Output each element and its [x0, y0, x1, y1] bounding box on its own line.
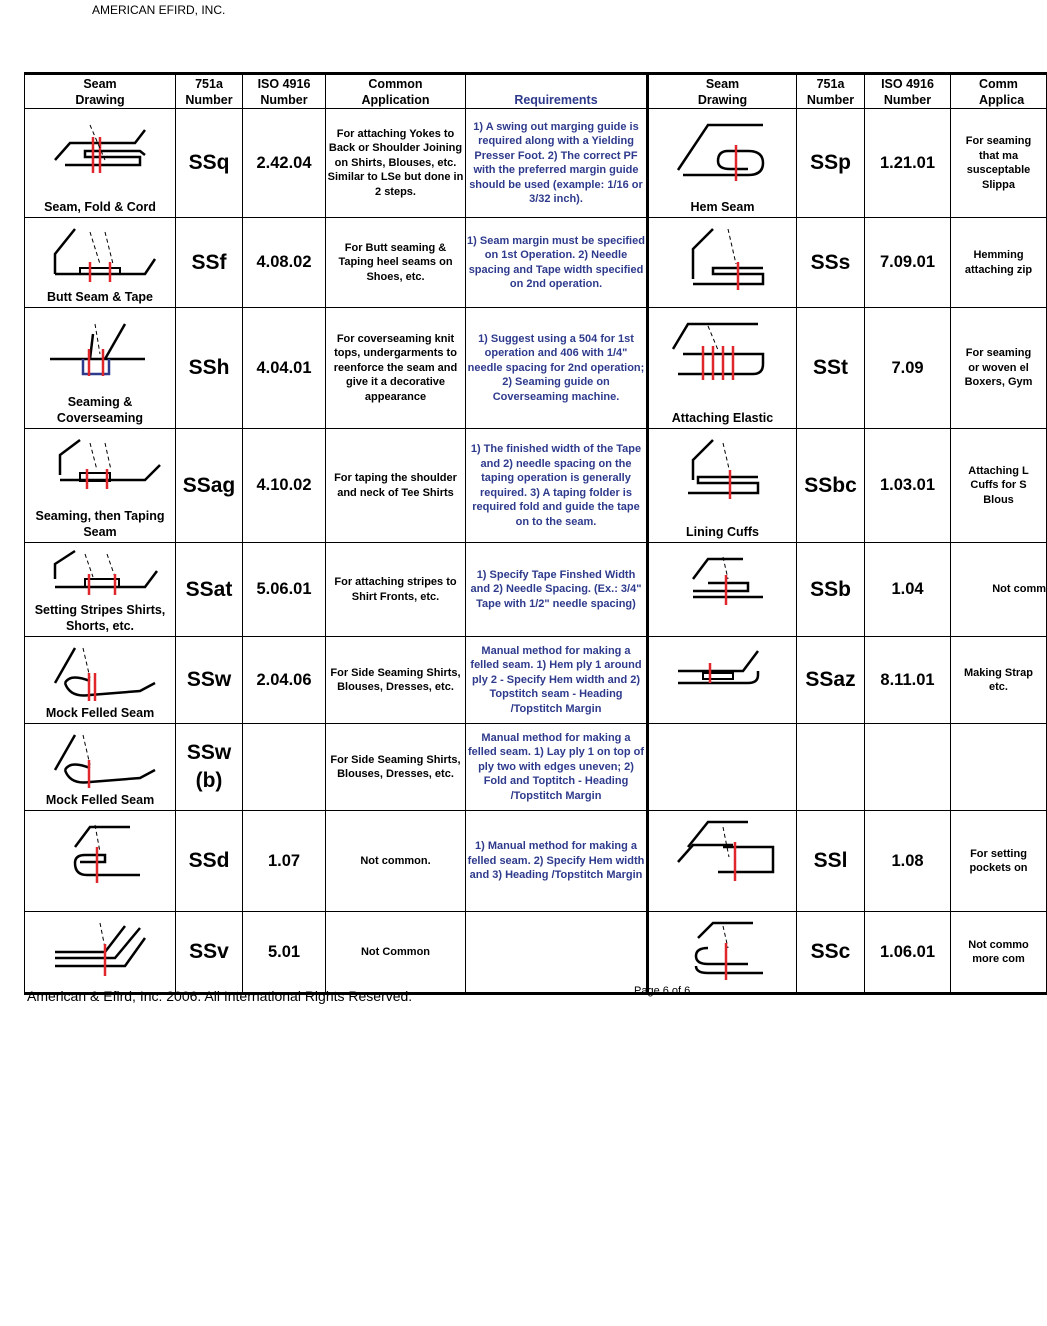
header-requirements: Requirements: [466, 74, 648, 109]
751a-code: SSd: [176, 811, 243, 912]
751a-code: SSs: [797, 218, 865, 308]
table-row: [25, 637, 1047, 724]
seam-caption: Mock Felled Seam: [45, 706, 155, 720]
header-common-application-right: Comm Applica: [951, 74, 1047, 109]
table-row: [25, 308, 1047, 429]
header-iso-number: ISO 4916 Number: [243, 74, 326, 109]
751a-code: SSc: [797, 912, 865, 994]
seam-table: [24, 72, 1047, 995]
751a-code: SSt: [797, 308, 865, 429]
common-application: For setting pockets on: [951, 811, 1047, 912]
iso-number: 4.04.01: [243, 308, 326, 429]
seam-caption: Mock Felled Seam: [45, 793, 155, 807]
page-number: Page 6 of 6: [634, 985, 691, 997]
seam-drawing-cell: [25, 912, 176, 994]
ssaz-seam-icon: [668, 643, 778, 693]
iso-number: 1.07: [243, 811, 326, 912]
header-iso-number-right: ISO 4916 Number: [865, 74, 951, 109]
seam-drawing-cell-right: [648, 429, 797, 543]
table-row: [25, 724, 1047, 811]
requirements: [466, 912, 648, 994]
seam-drawing-cell-right: [648, 109, 797, 218]
footer-copyright: American & Efird, Inc. 2006. All International Rights Reserved.: [27, 988, 413, 1004]
iso-number: 1.06.01: [865, 912, 951, 994]
751a-code: SSw (b): [176, 724, 243, 811]
iso-number: 4.08.02: [243, 218, 326, 308]
iso-number: 1.08: [865, 811, 951, 912]
751a-code: SSq: [176, 109, 243, 218]
seam-drawing-cell: [25, 811, 176, 912]
iso-number: 1.21.01: [865, 109, 951, 218]
iso-number: [865, 724, 951, 811]
table-header-row: [25, 74, 1047, 109]
seam-drawing-cell-right: [648, 811, 797, 912]
seaming-taping-icon: [45, 435, 155, 505]
seaming-coverseaming-icon: [45, 314, 155, 384]
seam-caption: Seam, Fold & Cord: [44, 200, 156, 214]
ssl-seam-icon: [663, 817, 783, 892]
header-751a-number: 751a Number: [176, 74, 243, 109]
sss-seam-icon: [668, 224, 778, 294]
common-application: For attaching Yokes to Back or Shoulder Joining on Shirts, Blouses, etc. Similar to LSe but done in 2 steps.: [326, 109, 466, 218]
iso-number: 8.11.01: [865, 637, 951, 724]
table-row: [25, 543, 1047, 637]
requirements: 1) A swing out marging guide is required along with a Yielding Presser Foot. 2) The correct PF with the preferred margin guide should be used (example: 1/16 or 3/32 inch).: [466, 109, 648, 218]
common-application: For Butt seaming & Taping heel seams on Shoes, etc.: [326, 218, 466, 308]
common-application: For taping the shoulder and neck of Tee Shirts: [326, 429, 466, 543]
seam-fold-cord-icon: [45, 115, 155, 185]
seam-caption: Hem Seam: [690, 200, 755, 214]
seam-caption: Seaming & Coverseaming: [56, 395, 144, 425]
iso-number: 7.09: [865, 308, 951, 429]
seam-drawing-cell: [25, 543, 176, 637]
hem-seam-icon: [668, 115, 778, 185]
table-row: [25, 429, 1047, 543]
table-row: [25, 811, 1047, 912]
header-common-application: Common Application: [326, 74, 466, 109]
iso-number: 7.09.01: [865, 218, 951, 308]
751a-code: [797, 724, 865, 811]
common-application: Not comm: [951, 543, 1047, 637]
iso-number: 1.04: [865, 543, 951, 637]
seam-caption: Attaching Elastic: [671, 411, 774, 425]
table-row: [25, 218, 1047, 308]
common-application: Not commo more com: [951, 912, 1047, 994]
seam-drawing-cell-right: [648, 912, 797, 994]
common-application: For coverseaming knit tops, undergarments to reenforce the seam and give it a decorative appearance: [326, 308, 466, 429]
common-application: For Side Seaming Shirts, Blouses, Dresses, etc.: [326, 637, 466, 724]
common-application: Attaching L Cuffs for S Blous: [951, 429, 1047, 543]
751a-code: SSag: [176, 429, 243, 543]
butt-seam-tape-icon: [45, 224, 155, 284]
seam-drawing-cell: [25, 429, 176, 543]
common-application: For Side Seaming Shirts, Blouses, Dresses, etc.: [326, 724, 466, 811]
lining-cuffs-icon: [668, 435, 778, 510]
common-application: For seaming or woven el Boxers, Gym: [951, 308, 1047, 429]
common-application: Hemming attaching zip: [951, 218, 1047, 308]
751a-code: SSv: [176, 912, 243, 994]
requirements: Manual method for making a felled seam. 1) Lay ply 1 on top of ply two with edges uneven; 2) Fold and Toptitch - Heading /Topstitch Margin: [466, 724, 648, 811]
seam-drawing-cell-right: [648, 218, 797, 308]
751a-code: SSb: [797, 543, 865, 637]
seam-caption: Butt Seam & Tape: [46, 290, 154, 304]
751a-code: SSw: [176, 637, 243, 724]
iso-number: 2.42.04: [243, 109, 326, 218]
iso-number: 5.06.01: [243, 543, 326, 637]
table-row: [25, 912, 1047, 994]
common-application: For attaching stripes to Shirt Fronts, etc.: [326, 543, 466, 637]
mock-felled-seam-b-icon: [45, 730, 155, 790]
751a-code: SSat: [176, 543, 243, 637]
requirements: 1) Manual method for making a felled seam. 2) Specify Hem width and 3) Heading /Topstitch Margin: [466, 811, 648, 912]
requirements: 1) Suggest using a 504 for 1st operation and 406 with 1/4" needle spacing for 2nd operation; 2) Seaming guide on Coverseaming machine.: [466, 308, 648, 429]
751a-code: SSaz: [797, 637, 865, 724]
ssv-seam-icon: [45, 918, 155, 978]
iso-number: 1.03.01: [865, 429, 951, 543]
751a-code: SSl: [797, 811, 865, 912]
common-application: [951, 724, 1047, 811]
header-751a-number-right: 751a Number: [797, 74, 865, 109]
requirements: 1) Seam margin must be specified on 1st Operation. 2) Needle spacing and Tape width specified on 2nd operation.: [466, 218, 648, 308]
seam-drawing-cell: [25, 308, 176, 429]
header-seam-drawing-right: Seam Drawing: [648, 74, 797, 109]
requirements: Manual method for making a felled seam. 1) Hem ply 1 around ply 2 - Specify Hem width and 2) Topstitch seam - Heading /Topstitch Margin: [466, 637, 648, 724]
setting-stripes-icon: [45, 549, 155, 599]
common-application: Making Strap etc.: [951, 637, 1047, 724]
requirements: 1) The finished width of the Tape and 2) needle spacing on the taping operation is generally required. 3) A taping folder is required fold and guide the tape on to the seam.: [466, 429, 648, 543]
seam-drawing-cell-right: [648, 308, 797, 429]
ssd-seam-icon: [45, 817, 155, 892]
751a-code: SSh: [176, 308, 243, 429]
common-application: Not Common: [326, 912, 466, 994]
seam-drawing-cell-right: [648, 543, 797, 637]
seam-drawing-cell-right: [648, 637, 797, 724]
751a-code: SSp: [797, 109, 865, 218]
common-application: Not common.: [326, 811, 466, 912]
iso-number: 4.10.02: [243, 429, 326, 543]
seam-caption: Lining Cuffs: [686, 525, 759, 539]
iso-number: 2.04.06: [243, 637, 326, 724]
seam-caption: Setting Stripes Shirts, Shorts, etc.: [34, 603, 166, 633]
ssb-seam-icon: [668, 549, 778, 609]
common-application: For seaming that ma susceptable Slippa: [951, 109, 1047, 218]
company-header: AMERICAN EFIRD, INC.: [92, 3, 226, 17]
751a-code: SSbc: [797, 429, 865, 543]
requirements: 1) Specify Tape Finshed Width and 2) Needle Spacing. (Ex.: 3/4" Tape with 1/2" needle spacing): [466, 543, 648, 637]
seam-drawing-cell: [25, 218, 176, 308]
mock-felled-seam-icon: [45, 643, 155, 703]
seam-drawing-cell: [25, 109, 176, 218]
table-row: [25, 109, 1047, 218]
seam-drawing-cell: [25, 724, 176, 811]
attaching-elastic-icon: [668, 314, 778, 394]
iso-number: 5.01: [243, 912, 326, 994]
seam-drawing-cell-right: [648, 724, 797, 811]
seam-caption: Seaming, then Taping Seam: [35, 509, 165, 539]
seam-drawing-cell: [25, 637, 176, 724]
iso-number: [243, 724, 326, 811]
751a-code: SSf: [176, 218, 243, 308]
ssc-seam-icon: [668, 918, 778, 988]
header-seam-drawing: Seam Drawing: [25, 74, 176, 109]
